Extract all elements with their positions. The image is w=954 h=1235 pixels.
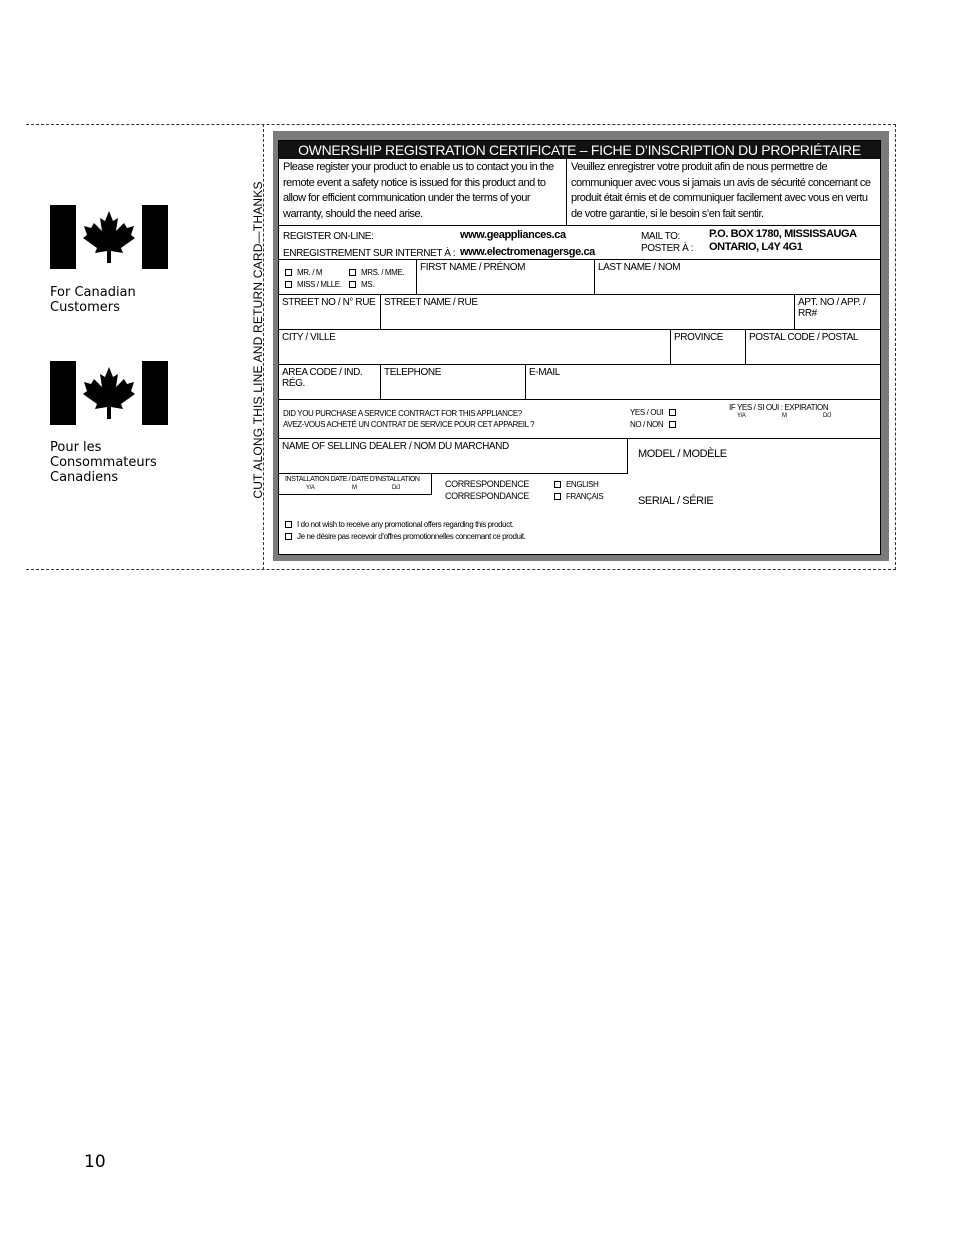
- intro-english: Please register your product to enable us to contact you in the remote event a safety notice is issued for this product and to allow for efficient communication under the terms of your warranty, should the need arise.: [279, 159, 567, 226]
- correspondence-en: CORRESPONDENCE: [445, 479, 529, 489]
- street-name-field[interactable]: STREET NAME / RUE: [381, 295, 795, 330]
- optout-french[interactable]: Je ne désire pas recevoir d’offres promotionnelles concernant ce produit.: [285, 532, 526, 541]
- telephone-field[interactable]: TELEPHONE: [381, 365, 526, 400]
- service-contract-en: DID YOU PURCHASE A SERVICE CONTRACT FOR THIS APPLIANCE?: [283, 409, 522, 418]
- last-name-field[interactable]: LAST NAME / NOM: [595, 260, 880, 295]
- first-name-field[interactable]: FIRST NAME / PRÉNOM: [417, 260, 595, 295]
- title-ms[interactable]: MS.: [349, 280, 374, 289]
- register-fr-url[interactable]: www.electromenagersge.ca: [460, 246, 595, 258]
- registration-card: [278, 140, 881, 555]
- title-miss[interactable]: MISS / MLLE.: [285, 280, 342, 289]
- province-field[interactable]: PROVINCE: [671, 330, 746, 365]
- english-option[interactable]: ENGLISH: [554, 480, 598, 489]
- install-month: M: [352, 485, 357, 491]
- postal-code-field[interactable]: POSTAL CODE / POSTAL: [746, 330, 880, 365]
- address-line-1: P.O. BOX 1780, MISSISSAUGA: [709, 228, 857, 240]
- intro-french: Veuillez enregistrer votre produit afin de nous permettre de communiquer avec vous si jamais un avis de sécurité concernant ce produit était émis et de communiquer facilement avec vous en vertu de votre garantie, si le besoin s’en fait sentir.: [567, 159, 880, 226]
- expiration-year: Y/A: [737, 413, 746, 419]
- title-options: [279, 260, 417, 295]
- register-fr-label: ENREGISTREMENT SUR INTERNET À :: [283, 248, 456, 259]
- cut-line-bottom: [26, 569, 896, 570]
- title-mr[interactable]: MR. / M: [285, 268, 322, 277]
- correspondence-fr: CORRESPONDANCE: [445, 491, 529, 501]
- email-field[interactable]: E-MAIL: [526, 365, 880, 400]
- register-online-label: REGISTER ON-LINE:: [283, 231, 374, 242]
- street-no-field[interactable]: STREET NO / N° RUE: [279, 295, 381, 330]
- mail-to-label: MAIL TO:: [641, 231, 680, 242]
- service-yes-option[interactable]: YES / OUI: [630, 408, 681, 417]
- expiration-label: IF YES / SI OUI : EXPIRATION: [729, 403, 829, 412]
- canadian-flag-icon-fr: [50, 361, 168, 425]
- apt-no-field[interactable]: APT. NO / APP. / RR#: [795, 295, 880, 330]
- cut-line-label: CUT ALONG THIS LINE AND RETURN CARD—THANKS: [251, 181, 265, 499]
- service-contract-fr: AVEZ-VOUS ACHETÉ UN CONTRAT DE SERVICE POUR CET APPAREIL ?: [283, 420, 535, 429]
- canadian-flag-icon: [50, 205, 168, 269]
- french-option[interactable]: FRANÇAIS: [554, 492, 603, 501]
- expiration-day: D/J: [823, 413, 831, 419]
- serial-label: SERIAL / SÉRIE: [638, 495, 714, 507]
- english-caption: For Canadian Customers: [50, 285, 136, 315]
- city-field[interactable]: CITY / VILLE: [279, 330, 671, 365]
- title-mrs[interactable]: MRS. / MME.: [349, 268, 404, 277]
- french-caption: Pour les Consommateurs Canadiens: [50, 440, 157, 485]
- card-title: OWNERSHIP REGISTRATION CERTIFICATE – FICHE D’INSCRIPTION DU PROPRIÉTAIRE: [279, 141, 880, 159]
- cut-line-top: [26, 124, 896, 125]
- install-day: D/J: [392, 485, 400, 491]
- poster-label: POSTER À :: [641, 243, 694, 254]
- area-code-field[interactable]: AREA CODE / IND. RÉG.: [279, 365, 381, 400]
- installation-date-label: INSTALLATION DATE / DATE D’INSTALLATION: [285, 476, 420, 483]
- card-right-edge: [895, 124, 896, 570]
- page-number: 10: [84, 1152, 106, 1172]
- dealer-name-field[interactable]: NAME OF SELLING DEALER / NOM DU MARCHAND: [279, 439, 628, 474]
- model-label: MODEL / MODÈLE: [638, 448, 727, 460]
- optout-english[interactable]: I do not wish to receive any promotional offers regarding this product.: [285, 520, 513, 529]
- expiration-month: M: [782, 413, 787, 419]
- register-online-url[interactable]: www.geappliances.ca: [460, 229, 566, 241]
- service-no-option[interactable]: NO / NON: [630, 420, 681, 429]
- install-year: Y/A: [306, 485, 315, 491]
- address-line-2: ONTARIO, L4Y 4G1: [709, 241, 803, 253]
